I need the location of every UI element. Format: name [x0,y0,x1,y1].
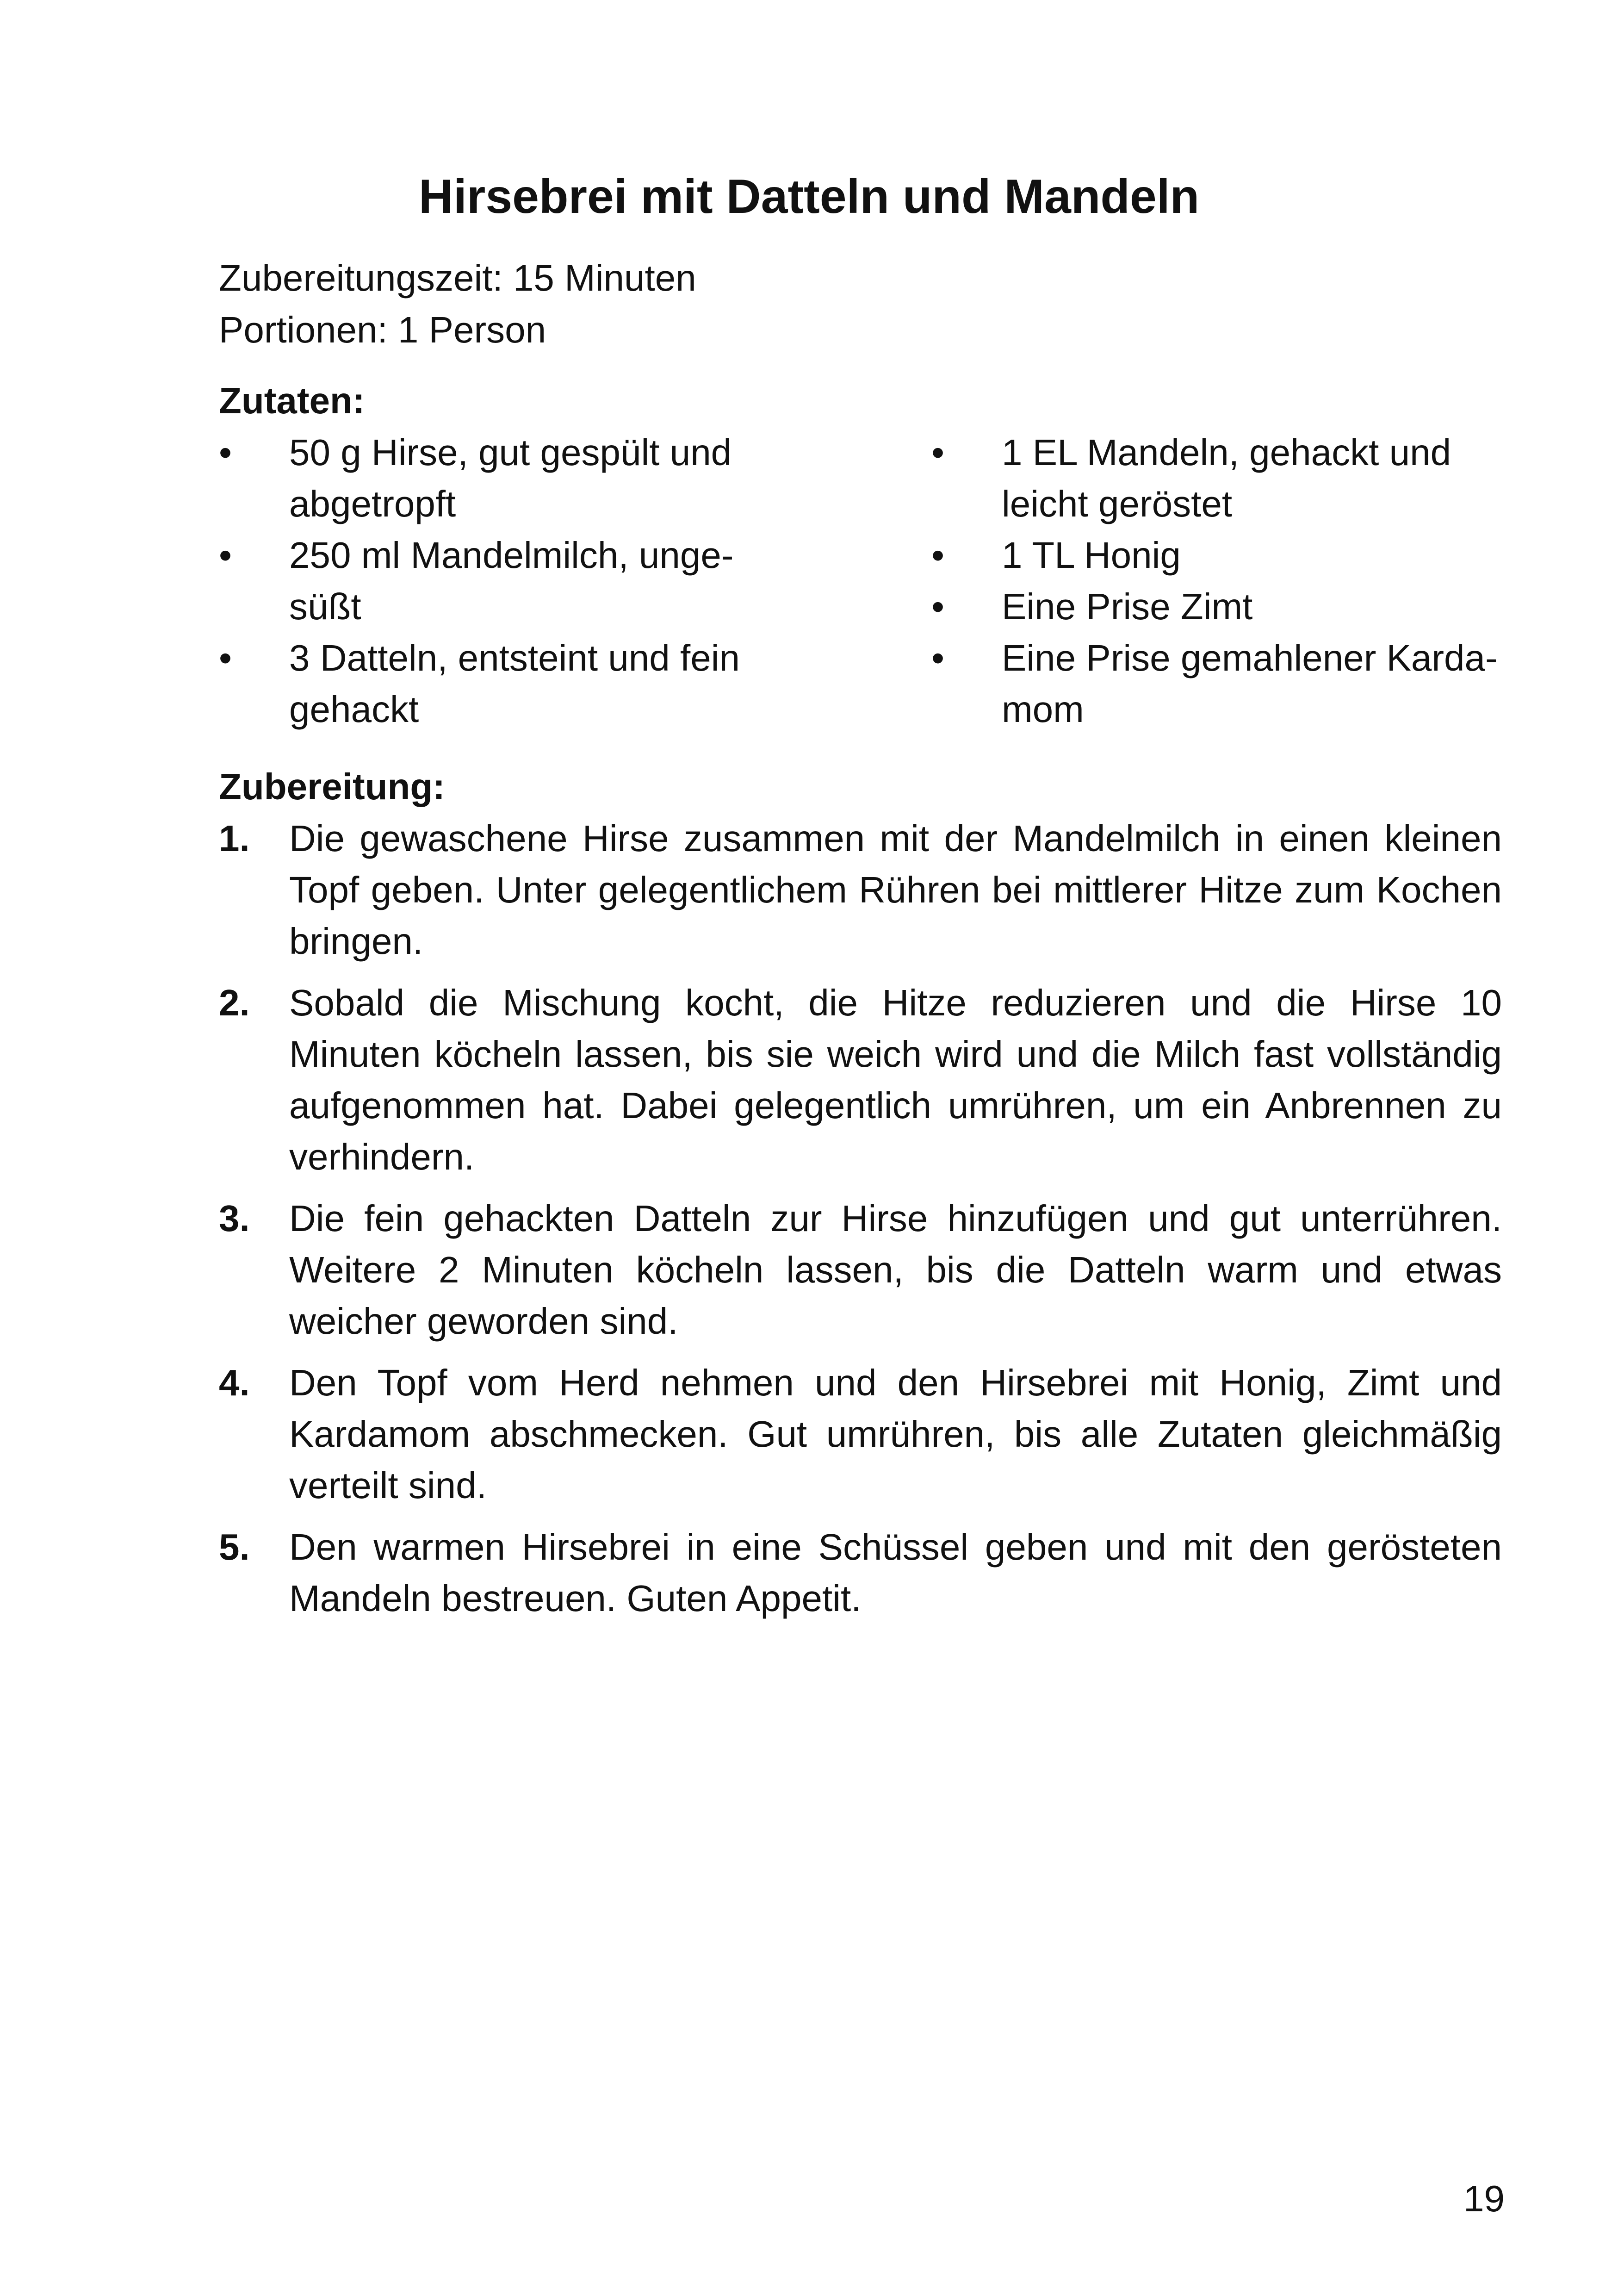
bullet-icon: • [931,535,945,576]
ingredient-line: 1 TL Honig [1002,535,1181,576]
step-text: Den Topf vom Herd nehmen und den Hirsebrei mit Honig, Zimt und Kardamom abschmecken. Gut umrühren, bis alle Zutaten gleichmäßig verteilt sind. [289,1362,1502,1506]
bullet-icon: • [219,535,232,576]
ingredient-line: 50 g Hirse, gut gespült und [289,432,732,473]
prep-time: Zubereitungszeit: 15 Minuten [219,257,696,299]
page-number: 19 [1463,2178,1505,2219]
ingredient-line: 250 ml Mandelmilch, unge- [289,535,734,576]
bullet-icon: • [931,586,945,627]
ingredient-line: süßt [289,586,361,627]
ingredient-line: leicht geröstet [1002,483,1233,524]
step-number: 3. [219,1198,250,1239]
list-item [931,427,1505,529]
ingredient-line: 1 EL Mandeln, gehackt und [1002,432,1451,473]
ingredient-line: gehackt [289,689,419,730]
step-text: Die fein gehackten Datteln zur Hirse hinzufügen und gut unterrühren. Weitere 2 Minuten köcheln lassen, bis die Datteln warm und etwas weicher geworden sind. [289,1198,1502,1342]
ingredients-heading: Zutaten: [219,380,365,421]
step-number: 1. [219,818,250,859]
step-number: 2. [219,982,250,1023]
recipe-meta [219,252,696,356]
preparation-steps [219,813,1502,1634]
bullet-icon: • [931,432,945,473]
list-item [219,427,793,529]
ingredient-line: abgetropft [289,483,456,524]
ingredient-line: 3 Datteln, entsteint und fein [289,637,740,678]
list-item [219,1193,1502,1347]
ingredient-line: Eine Prise gemahlener Karda- [1002,637,1498,678]
bullet-icon: • [219,432,232,473]
list-item [219,1357,1502,1511]
ingredients-list-left [219,427,793,735]
bullet-icon: • [219,637,232,678]
preparation-heading: Zubereitung: [219,766,445,807]
list-item [931,581,1505,632]
step-text: Die gewaschene Hirse zusammen mit der Mandelmilch in einen kleinen Topf geben. Unter gelegentlichem Rühren bei mittlerer Hitze zum Kochen bringen. [289,818,1502,962]
list-item [219,977,1502,1182]
list-item [219,1521,1502,1624]
list-item [219,632,793,735]
step-text: Den warmen Hirsebrei in eine Schüssel geben und mit den gerösteten Mandeln bestreuen. Guten Appetit. [289,1526,1502,1619]
list-item [931,632,1505,735]
bullet-icon: • [931,637,945,678]
ingredient-line: mom [1002,689,1084,730]
page-title: Hirsebrei mit Datteln und Mandeln [418,170,1200,224]
step-number: 5. [219,1526,250,1568]
servings: Portionen: 1 Person [219,309,546,350]
ingredients-list-right [931,427,1505,735]
list-item [219,529,793,632]
ingredient-line: Eine Prise Zimt [1002,586,1253,627]
list-item [219,813,1502,967]
step-text: Sobald die Mischung kocht, die Hitze reduzieren und die Hirse 10 Minuten köcheln lassen, bis sie weich wird und die Milch fast vollständig aufgenommen hat. Dabei gelegentlich umrühren, um ein Anbrennen zu verhindern. [289,982,1502,1177]
list-item [931,529,1505,581]
step-number: 4. [219,1362,250,1403]
